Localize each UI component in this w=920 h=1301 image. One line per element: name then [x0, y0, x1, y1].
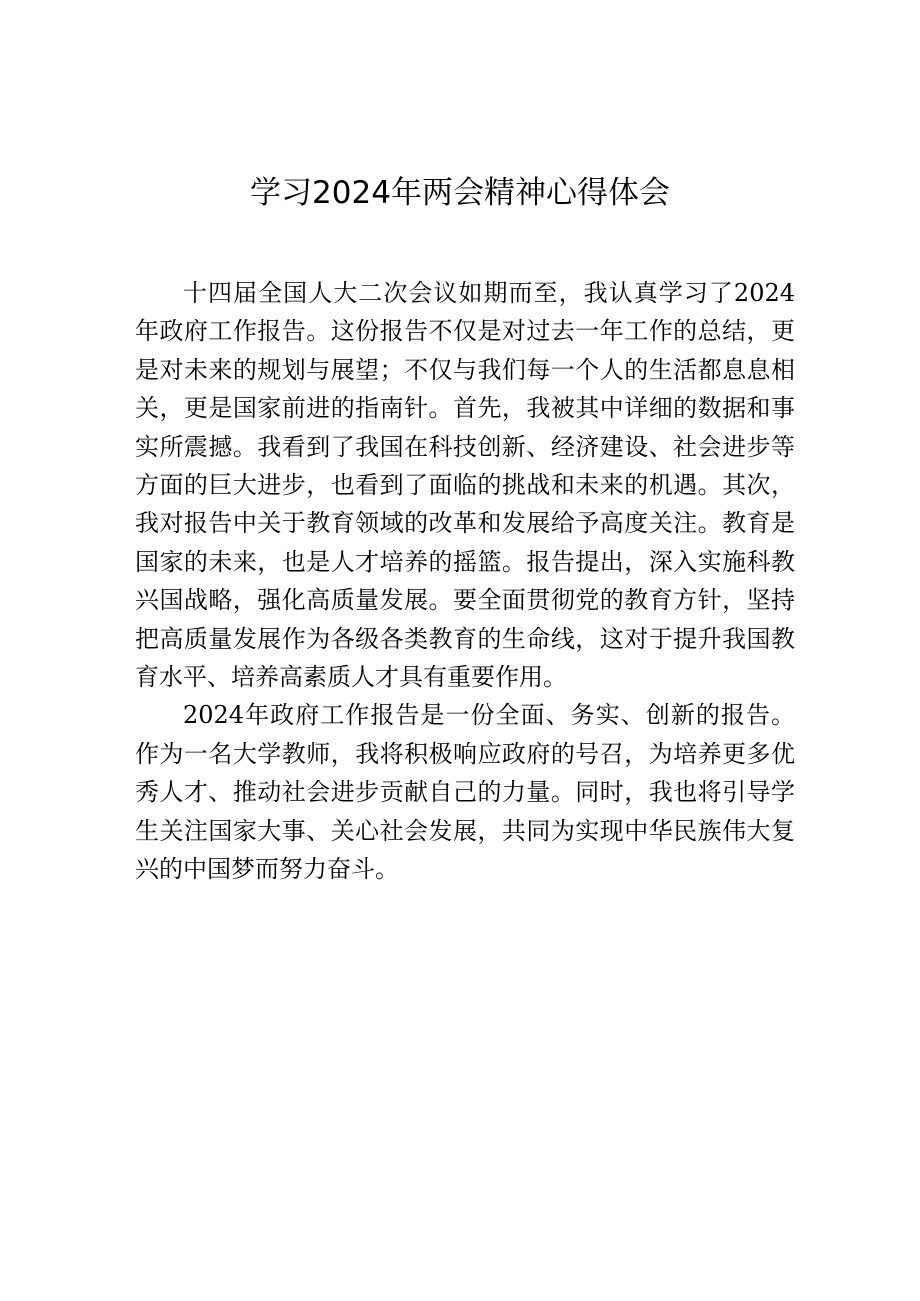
- document-body: [135, 274, 795, 889]
- document-title: 学习2024年两会精神心得体会: [250, 175, 670, 211]
- paragraph-2: 2024年政府工作报告是一份全面、务实、创新的报告。作为一名大学教师，我将积极响应政府的号召，为培养更多优秀人才、推动社会进步贡献自己的力量。同时，我也将引导学生关注国家大事、关心社会发展，共同为实现中华民族伟大复兴的中国梦而努力奋斗。: [135, 701, 795, 884]
- paragraph-1: 十四届全国人大二次会议如期而至，我认真学习了2024年政府工作报告。这份报告不仅是对过去一年工作的总结，更是对未来的规划与展望；不仅与我们每一个人的生活都息息相关，更是国家前进的指南针。首先，我被其中详细的数据和事实所震撼。我看到了我国在科技创新、经济建设、社会进步等方面的巨大进步，也看到了面临的挑战和未来的机遇。其次，我对报告中关于教育领域的改革和发展给予高度关注。教育是国家的未来，也是人才培养的摇篮。报告提出，深入实施科教兴国战略，强化高质量发展。要全面贯彻党的教育方针，坚持把高质量发展作为各级各类教育的生命线，这对于提升我国教育水平、培养高素质人才具有重要作用。: [135, 279, 795, 692]
